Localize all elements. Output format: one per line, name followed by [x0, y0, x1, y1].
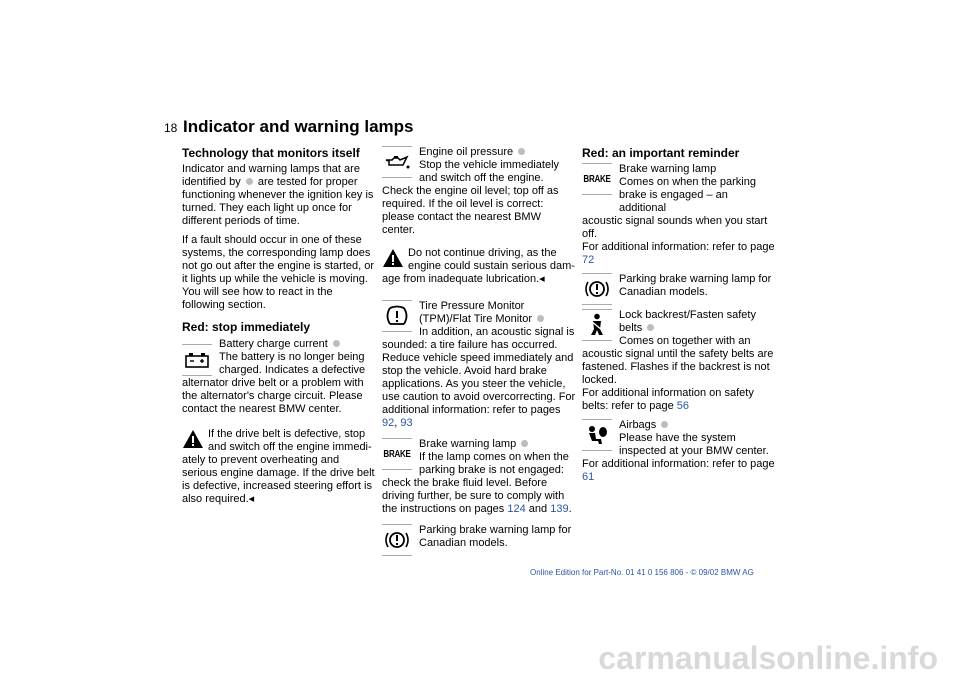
warning-text: Do not continue driving, as the engine could sustain serious dam- — [408, 247, 575, 272]
warning-text-continued: ately to prevent overheating and serious engine damage. If the drive belt is defective, increased steering effort is also required.◂ — [182, 454, 375, 505]
parking-brake-icon — [382, 524, 412, 556]
section-heading-reminder: Red: an important reminder — [582, 146, 740, 160]
battery-text-continued: alternator drive belt or a problem with the alternator's charge circuit. Please contact the nearest BMW center. — [182, 377, 364, 415]
page-link-92[interactable]: 92 — [382, 417, 395, 429]
tpm-text: In addition, an acoustic signal is — [419, 326, 575, 338]
airbag-text-body: For additional information: refer to page — [582, 458, 775, 470]
brake-text-continued: check the brake fluid level. Before driving further, be sure to comply with the instructions on pages 124 and 139. — [382, 477, 572, 515]
page-number: 18 — [164, 121, 178, 135]
brake-text: If the lamp comes on when the parking brake is not engaged: — [419, 451, 569, 476]
warning-lubrication — [382, 247, 577, 286]
oil-can-icon — [382, 146, 412, 178]
indicator-dot-icon — [521, 440, 528, 447]
indicator-parking-brake-canada — [582, 273, 777, 303]
indicator-battery — [182, 338, 377, 416]
tpm-title: Tire Pressure Monitor (TPM)/Flat Tire Monitor — [419, 300, 533, 325]
airbag-title-line — [619, 419, 777, 432]
watermark: carmanualsonline.info — [598, 640, 938, 676]
indicator-dot-icon — [518, 148, 525, 155]
brake-reminder-text-continued — [582, 215, 777, 267]
warning-triangle-icon — [382, 248, 404, 268]
brake-icon — [582, 163, 612, 195]
tpm-text-body: sounded: a tire failure has occurred. Reduce vehicle speed immediately and stop the vehicle. Avoid hard brake applications. As you steer the vehicle, use caution to avoid overcorrecting. For additional information: refer to pages — [382, 339, 576, 416]
oil-text-continued: Check the engine oil level; top off as required. If the oil level is correct: please contact the nearest BMW center. — [382, 185, 559, 236]
parking-brake-canada-text: Parking brake warning lamp for Canadian models. — [419, 524, 572, 549]
tire-pressure-icon — [382, 300, 412, 332]
parking-brake-canada-text: Parking brake warning lamp for Canadian models. — [619, 273, 772, 298]
paragraph-intro — [182, 163, 377, 228]
indicator-parking-brake-canada — [382, 524, 577, 556]
intro-text-b: are tested for proper functioning whenever the ignition key is turned. They each light up once for different periods of time. — [182, 176, 374, 227]
indicator-brake-warning — [382, 438, 577, 516]
column-middle — [382, 146, 577, 562]
warning-text: If the drive belt is defective, stop and switch off the engine immedi- — [208, 428, 372, 453]
page-title: Indicator and warning lamps — [183, 117, 414, 136]
page-link-139[interactable]: 139 — [550, 503, 569, 515]
column-left — [182, 146, 377, 512]
indicator-dot-icon — [333, 340, 340, 347]
brake-icon-label: BRAKE — [383, 448, 411, 460]
page-link-72[interactable]: 72 — [582, 254, 595, 266]
airbag-icon — [582, 419, 612, 451]
brake-reminder-title: Brake warning lamp — [619, 163, 717, 175]
airbag-text-continued — [582, 458, 777, 484]
brake-reminder-text-body: acoustic signal sounds when you start off. For additional information: refer to page — [582, 215, 775, 253]
warning-drive-belt — [182, 428, 377, 506]
indicator-dot-icon — [246, 178, 253, 185]
brake-text-body: check the brake fluid level. Before driving further, be sure to comply with the instructions on pages — [382, 477, 565, 515]
indicator-dot-icon — [661, 421, 668, 428]
indicator-safety-belt — [582, 309, 777, 413]
oil-title-line — [419, 146, 577, 159]
belt-title-line — [619, 309, 777, 335]
tpm-title-line — [419, 300, 577, 326]
tpm-text-continued: sounded: a tire failure has occurred. Reduce vehicle speed immediately and stop the vehicle. Avoid hard brake applications. As you steer the vehicle, use caution to avoid overcorrecting. For additional information: refer to pages 92, 93 — [382, 339, 576, 429]
indicator-dot-icon — [647, 324, 654, 331]
intro-text-a: Indicator and warning lamps that are identified by — [182, 163, 360, 188]
brake-title: Brake warning lamp — [419, 438, 517, 450]
airbag-title: Airbags — [619, 419, 657, 431]
brake-title-line — [419, 438, 577, 451]
column-right — [582, 146, 777, 490]
page-link-124[interactable]: 124 — [507, 503, 526, 515]
oil-text: Stop the vehicle immediately and switch off the engine. — [419, 159, 560, 184]
battery-title: Battery charge current — [219, 338, 328, 350]
parking-brake-icon — [582, 273, 612, 305]
warning-triangle-icon — [182, 429, 204, 449]
indicator-dot-icon — [537, 315, 544, 322]
warning-text-continued: age from inadequate lubrication.◂ — [382, 273, 545, 285]
battery-icon — [182, 344, 212, 376]
section-heading-stop: Red: stop immediately — [182, 320, 311, 334]
page-link-61[interactable]: 61 — [582, 471, 595, 483]
page-link-56[interactable]: 56 — [676, 400, 690, 412]
belt-text-continued — [582, 348, 777, 413]
indicator-brake-reminder — [582, 163, 777, 267]
brake-icon — [382, 438, 412, 470]
battery-text: The battery is no longer being charged. Indicates a defective — [219, 351, 366, 376]
indicator-tire-pressure — [382, 300, 577, 430]
page-link-93[interactable]: 93 — [400, 417, 413, 429]
paragraph-fault: If a fault should occur in one of these systems, the corresponding lamp does not go out after the engine is started, or it lights up while the vehicle is moving. You will see how to react in the following section. — [182, 234, 375, 311]
brake-and: and — [528, 503, 548, 515]
indicator-airbag — [582, 419, 777, 484]
oil-title: Engine oil pressure — [419, 146, 514, 158]
section-heading-technology: Technology that monitors itself — [182, 146, 360, 160]
airbag-text: Please have the system inspected at your BMW center. — [619, 432, 769, 457]
indicator-oil-pressure — [382, 146, 577, 237]
belt-text-body: acoustic signal until the safety belts are fastened. Flashes if the backrest is not locked. For additional information on safety belts: refer to page — [582, 348, 774, 412]
battery-title-line — [219, 338, 377, 351]
page-footer: Online Edition for Part-No. 01 41 0 156 806 - © 09/02 BMW AG — [530, 568, 754, 577]
belt-text: Comes on together with an — [619, 335, 751, 347]
brake-reminder-text: Comes on when the parking brake is engaged – an additional — [619, 176, 756, 214]
belt-title: Lock backrest/Fasten safety belts — [619, 309, 756, 334]
seatbelt-icon — [582, 309, 612, 341]
brake-icon-label: BRAKE — [583, 173, 611, 185]
